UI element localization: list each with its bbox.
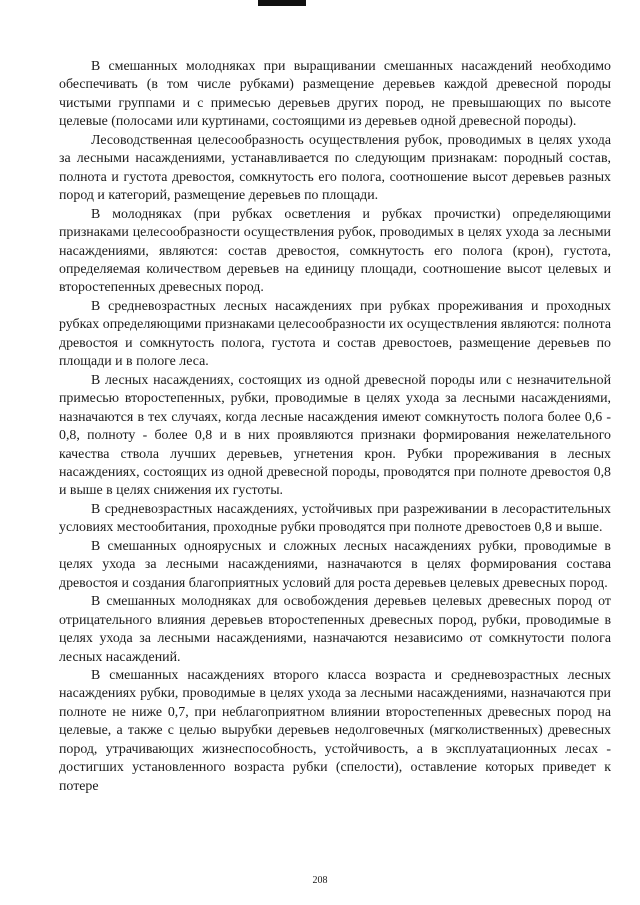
paragraph-8: В смешанных молодняках для освобождения деревьев целевых древесных пород от отрицательного влияния деревьев второстепенных древесных пород, рубки, проводимые в целях ухода за лесными насаждениями, назначаются независимо от сомкнутости полога лесных насаждений.: [59, 594, 611, 665]
paragraph-5: В лесных насаждениях, состоящих из одной древесной породы или с незначительной примесью второстепенных, рубки, проводимые в целях ухода за лесными насаждениями, назначаются в тех случаях, когда лесные насаждения имеют сомкнутость полога более 0,6 - 0,8, полноту - более 0,8 и в них проявляются признаки формирования нежелательного качества ствола лучших деревьев, угнетения крон. Рубки прореживания в лесных насаждениях, состоящих из одной древесной породы, проводятся при полноте древостоя 0,8 и выше в целях снижения их густоты.: [59, 372, 611, 499]
paragraph-4: В средневозрастных лесных насаждениях при рубках прореживания и проходных рубках определяющими признаками целесообразности их осуществления являются: полнота древостоя и сомкнутость полога, густота и состав древостоев, размещение деревьев по площади и в пологе леса.: [59, 298, 611, 370]
scan-mark: [258, 0, 306, 6]
paragraph-6: В средневозрастных насаждениях, устойчивых при разреживании в лесорастительных условиях местообитания, проходные рубки проводятся при полноте древостоев 0,8 и выше.: [59, 501, 611, 536]
paragraph-9: В смешанных насаждениях второго класса возраста и средневозрастных лесных насаждениях рубки, проводимые в целях ухода за лесными насаждениями, назначаются при полноте не ниже 0,7, при неблагоприятном влиянии второстепенных древесных пород на целевые, а также с целью вырубки деревьев недолговечных (мягколиственных) древесных пород, утрачивающих жизнеспособность, устойчивость, а в эксплуатационных лесах - достигших установленного возраста рубки (спелости), оставление которых приведет к потере: [59, 667, 611, 794]
paragraph-1: В смешанных молодняках при выращивании смешанных насаждений необходимо обеспечивать (в том числе рубками) размещение деревьев каждой древесной породы чистыми группами и с примесью деревьев других пород, не превышающих по высоте целевые (полосами или куртинами, состоящими из деревьев одной древесной породы).: [59, 59, 611, 130]
paragraph-2: Лесоводственная целесообразность осуществления рубок, проводимых в целях ухода за лесными насаждениями, устанавливается по следующим признакам: породный состав, полнота и густота древостоя, сомкнутость его полога, соотношение высот деревьев разных пород и категорий, размещение деревьев по площади.: [59, 132, 611, 204]
paragraph-7: В смешанных одноярусных и сложных лесных насаждениях рубки, проводимые в целях ухода за лесными насаждениями, назначаются в целях формирования состава древостоя и создания благоприятных условий для роста деревьев целевых древесных пород.: [59, 538, 611, 591]
paragraph-3: В молодняках (при рубках осветления и рубках прочистки) определяющими признаками целесообразности осуществления рубок, проводимых в целях ухода за лесными насаждениями, являются: состав древостоя, сомкнутость его полога (крон), густота, определяемая количеством деревьев на единицу площади, соотношение высот целевых и второстепенных древесных пород.: [59, 206, 611, 296]
page-number: 208: [312, 875, 328, 886]
document-body: [59, 58, 611, 796]
